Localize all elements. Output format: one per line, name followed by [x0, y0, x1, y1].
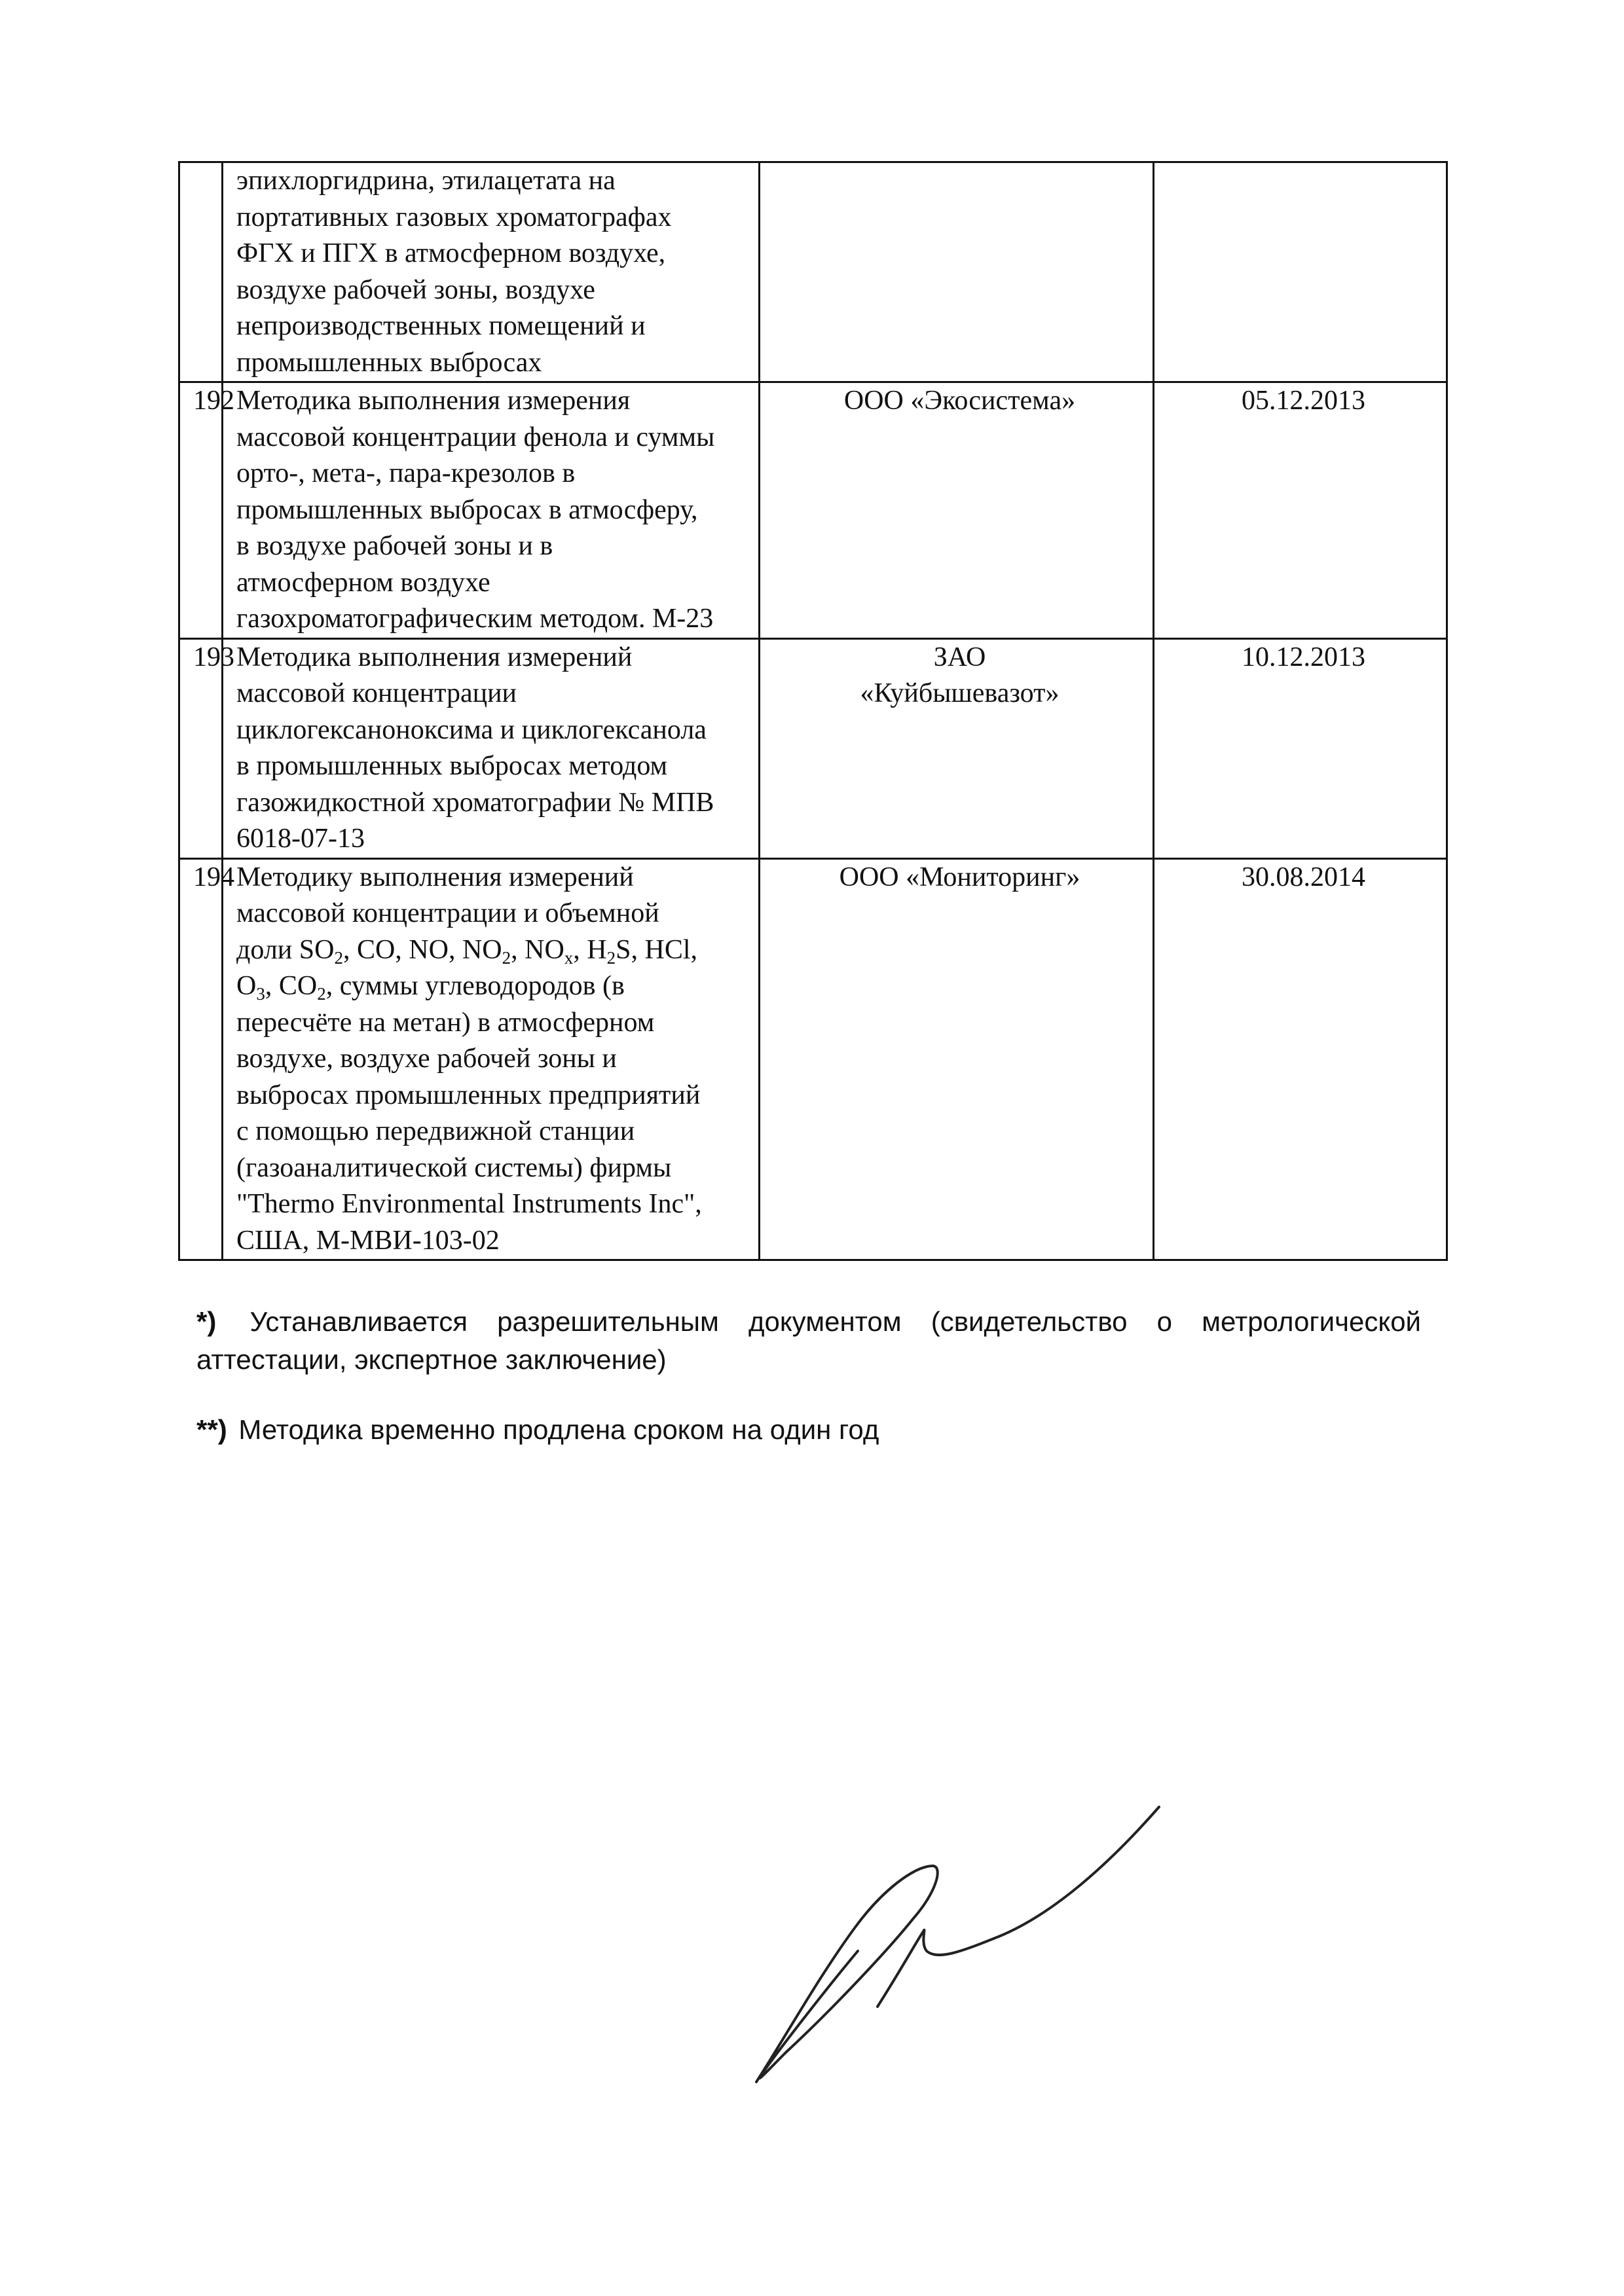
date-value: 10.12.2013 [1242, 642, 1365, 672]
method-title-line: (газоаналитической системы) фирмы [236, 1152, 672, 1183]
method-title-line: в промышленных выбросах методом [236, 751, 668, 781]
developer-org: ЗАО [933, 642, 986, 672]
method-title-line: выбросах промышленных предприятий [236, 1080, 701, 1110]
method-title-line: орто-, мета-, пара-крезолов в [236, 458, 576, 488]
row-number: 193 [193, 642, 234, 672]
method-title-line: 6018-07-13 [236, 824, 365, 854]
method-title-line: пересчёте на метан) в атмосферном [236, 1007, 655, 1038]
footnote-line: *) Устанавливается разрешительным документом (свидетельство о метрологической [196, 1306, 1422, 1337]
row-number-cell [179, 382, 234, 639]
footnote-double-asterisk [196, 1411, 1421, 1449]
date-cell [1154, 858, 1447, 1260]
date-cell [1154, 638, 1447, 858]
method-title-cell [223, 638, 760, 858]
row-number: 192 [193, 386, 234, 416]
method-title-line: ФГХ и ПГХ в атмосферном воздухе, [236, 238, 666, 268]
footnote-single-asterisk [196, 1303, 1421, 1379]
developer-org-cell [760, 162, 1154, 382]
method-title-cell [223, 162, 760, 382]
method-title-line: в воздухе рабочей зоны и в [236, 531, 553, 561]
developer-org-cell [760, 638, 1154, 858]
method-title-line: эпихлоргидрина, этилацетата на [236, 166, 616, 196]
methods-registry-table [178, 161, 1448, 1261]
table-row [179, 382, 1447, 639]
row-number-cell [179, 638, 234, 858]
table-body [179, 162, 1447, 1260]
date-cell [1154, 162, 1447, 382]
method-title-cell [223, 858, 760, 1260]
method-title-line: непроизводственных помещений и [236, 311, 646, 341]
method-title-line: массовой концентрации и объемной [236, 898, 659, 928]
method-title-line: Методика выполнения измерений [236, 642, 633, 672]
table-row [179, 638, 1447, 858]
method-title-line: промышленных выбросах [236, 347, 542, 378]
method-title-line: массовой концентрации фенола и суммы [236, 422, 715, 452]
method-title-line: "Thermo Environmental Instruments Inc", [236, 1189, 702, 1219]
developer-org: «Куйбышевазот» [860, 678, 1060, 708]
footnote-line: аттестации, экспертное заключение) [196, 1344, 667, 1375]
method-title-line: доли $SO_2$, CO, NO, $NO_2$, $NO_x$, $H_2S$, HCl, [236, 934, 698, 968]
method-title-line: $O_3$, $CO_2$, суммы углеводородов (в [236, 971, 625, 1004]
method-title-line: Методику выполнения измерений [236, 862, 634, 892]
footnote-marker: **) [196, 1414, 227, 1445]
developer-org-cell [760, 382, 1154, 639]
method-title-line: Методика выполнения измерения [236, 386, 631, 416]
developer-org: ООО «Экосистема» [843, 386, 1076, 416]
method-title-line: воздухе, воздухе рабочей зоны и [236, 1044, 617, 1074]
date-cell [1154, 382, 1447, 639]
footnote-text: Методика временно продлена сроком на один год [238, 1414, 879, 1445]
method-title-line: с помощью передвижной станции [236, 1116, 635, 1146]
method-title-line: атмосферном воздухе [236, 567, 490, 598]
developer-org-cell [760, 858, 1154, 1260]
date-value: 30.08.2014 [1242, 862, 1365, 892]
method-title-line: воздухе рабочей зоны, воздухе [236, 274, 595, 305]
row-number-cell [179, 162, 223, 382]
method-title-line: газохроматографическим методом. М-23 [236, 604, 714, 634]
method-title-line: портативных газовых хроматографах [236, 202, 672, 232]
developer-org: ООО «Мониторинг» [839, 862, 1080, 892]
method-title-cell [223, 382, 760, 639]
date-value: 05.12.2013 [1242, 386, 1365, 416]
row-number-cell [179, 858, 234, 1260]
footnote-marker: *) [196, 1306, 217, 1337]
row-number: 194 [193, 862, 234, 892]
method-title-line: газожидкостной хроматографии № МПВ [236, 787, 714, 818]
method-title-line: промышленных выбросах в атмосферу, [236, 494, 698, 525]
method-title-line: США, М-МВИ-103-02 [236, 1225, 500, 1256]
handwritten-signature [747, 1794, 1179, 2088]
method-title-line: массовой концентрации [236, 678, 517, 708]
table-row [179, 162, 1447, 382]
method-title-line: циклогексаноноксима и циклогексанола [236, 714, 707, 745]
table-row [179, 858, 1447, 1260]
